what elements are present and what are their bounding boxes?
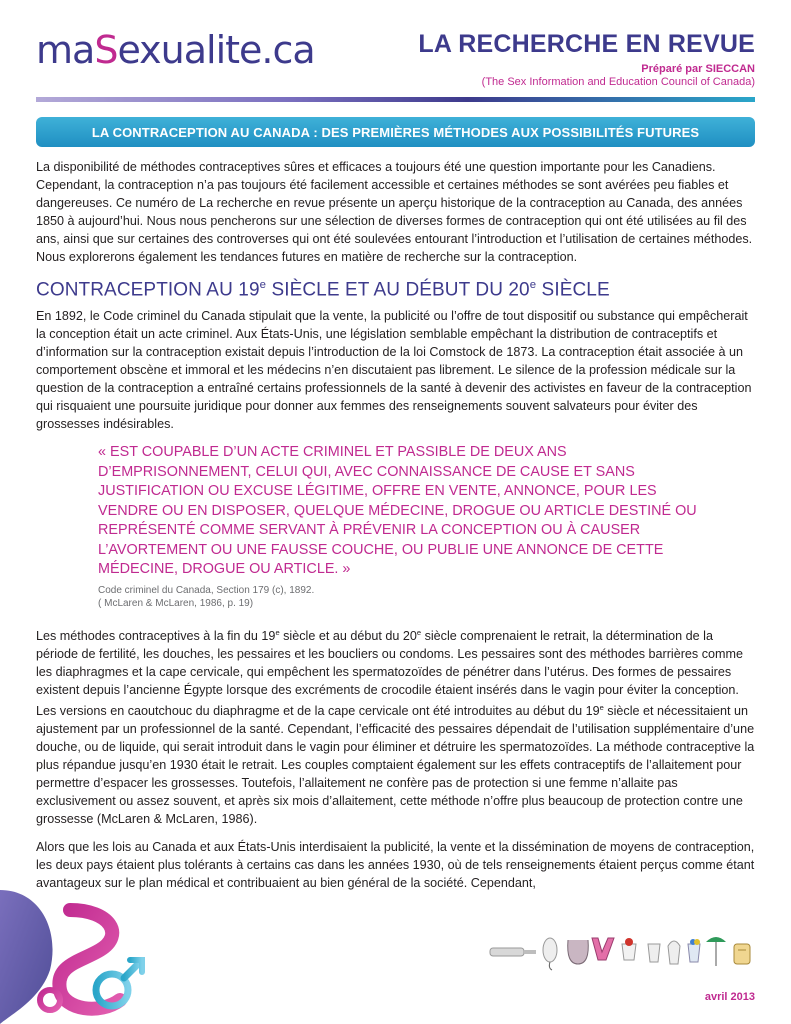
section-heading-sup: e [259, 279, 267, 291]
para-text: siècle et au début du 20 [279, 629, 417, 644]
logo-wordmark [36, 28, 315, 72]
logo-text-pre: ma [36, 28, 95, 72]
section-paragraph-2 [36, 624, 755, 828]
contraceptive-devices-icon [488, 930, 756, 972]
publication-date: avril 2013 [704, 991, 755, 1003]
topic-banner: LA CONTRACEPTION AU CANADA : DES PREMIÈRES MÉTHODES AUX POSSIBILITÉS FUTURES [36, 117, 755, 147]
para-text: Les méthodes contraceptives à la fin du 19 [36, 629, 276, 644]
para-sup: e [275, 627, 280, 637]
logo-text-post: exualite.ca [117, 28, 315, 72]
section-paragraph-1: En 1892, le Code criminel du Canada stipulait que la vente, la publicité ou l’offre de tout dispositif ou substance qui empêcherait la conception était un acte criminel. Aux États-Unis, une législation semblable empêchant la distribution de contraceptifs et d’information sur la contraception existait depuis l’introduction de la loi Comstock de 1873. La contraception était associée à un comportement obscène et immoral et les médecins n’en discutaient pas librement. Le silence de la profession médicale sur la question de la contraception a entraîné certains professionnels de la santé à devenir des activistes en faveur de la contraception qui risquaient une poursuite juridique pour donner aux femmes des renseignements souvent salvateurs pour éviter des grossesses indésirables. [36, 309, 752, 432]
quote-citation [98, 584, 755, 610]
para-sup: e [416, 627, 422, 637]
section-heading-part: SIÈCLE [536, 279, 610, 301]
legal-quote: « EST COUPABLE D’UN ACTE CRIMINEL ET PASSIBLE DE DEUX ANS D’EMPRISONNEMENT, CELUI QUI, AVEC CONNAISSANCE DE CAUSE ET SANS JUSTIFICATION OU EXCUSE LÉGITIME, OFFRE EN VENTE, ANNONCE, POUR LES VENDRE OU EN DISPOSER, QUELQUE MÉDECINE, DROGUE OU ARTICLE DESTINÉ OU REPRÉSENTÉ COMME SERVANT À PRÉVENIR LA CONCEPTION OU À CAUSER L’AVORTEMENT OU UNE FAUSSE COUCHE, OU PUBLIE UNE ANNONCE DE CETTE MÉDECINE, DROGUE OU ARTICLE. » [98, 444, 697, 578]
gender-symbol-art-icon [0, 890, 150, 1024]
intro-paragraph: La disponibilité de méthodes contraceptives sûres et efficaces a toujours été une question importante pour les Canadiens. Cependant, la contraception n’a pas toujours été facilement accessible et certaines méthodes se sont avérées peu fiables et dangereuses. Ce numéro de La recherche en revue présente un aperçu historique de la contraception au Canada, des années 1850 à aujourd’hui. Nous nous pencherons sur une sélection de diverses formes de contraception qui ont été utilisées au fil des ans, ainsi que sur certaines des controverses qui ont été soulevées entourant l’introduction et l’utilisation de certaines méthodes. Nous explorerons également les tendances futures en matière de recherche sur la contraception. [36, 160, 753, 264]
section-heading [36, 276, 755, 299]
prepared-by: Préparé par SIECCAN [641, 63, 755, 75]
article-body [36, 158, 755, 902]
header-rule [36, 97, 755, 102]
section-heading-part: CONTRACEPTION AU 19 [36, 279, 260, 301]
site-logo[interactable] [36, 22, 336, 82]
section-heading-part: SIÈCLE ET AU DÉBUT DU 20 [266, 279, 530, 301]
para-text: siècle et nécessitaient un ajustement par un professionnel de la santé. Cependant, l’efficacité des pessaires dépendait de l’utilisation supplémentaire d’une douche, ou de liquide, qui serait introduit dans le vagin pour éliminer et détruire les spermatozoïdes. La méthode contraceptive la plus répandue jusqu’en 1930 était le retrait. Les couples comptaient également sur les effets contraceptifs de l’allaitement pour permettre d’espacer les grossesses. Toutefois, l’allaitement ne confère pas de protection si une femme n’allaite pas exclusivement ou assez souvent, et après six mois d’allaitement, cette méthode n’offre plus beaucoup de protection contre une grossesse (McLaren & McLaren, 1986). [36, 704, 755, 827]
logo-text-s: S [94, 28, 118, 72]
citation-line: Code criminel du Canada, Section 179 (c), 1892. [98, 584, 315, 596]
header-block [418, 30, 755, 88]
section-heading-sup: e [529, 279, 537, 291]
citation-line: ( McLaren & McLaren, 1986, p. 19) [98, 597, 254, 609]
para-text: siècle comprenaient le retrait, la détermination de la période de fertilité, les douches, les pessaires et les boucliers ou condoms. Les pessaires sont des méthodes barrières comme les diaphragmes et la cape cervicale, qui empêchent les spermatozoïdes de pénétrer dans l’utérus. Des formes de pessaires existent depuis l’ancienne Égypte lorsque des excréments de crocodile étaient insérés dans le vagin pour éviter la conception. Les versions en caoutchouc du diaphragme et de la cape cervicale ont été introduites au début du 19 [36, 629, 744, 719]
page-title: LA RECHERCHE EN REVUE [418, 30, 755, 58]
para-sup: e [599, 703, 604, 713]
organization-name: (The Sex Information and Education Council of Canada) [481, 76, 755, 88]
section-paragraph-3: Alors que les lois au Canada et aux États-Unis interdisaient la publicité, la vente et la dissémination de moyens de contraception, les deux pays étaient plus tolérants à certains cas dans les années 1930, où de tels renseignements étaient perçus comme étant avantageux sur le plan médical et contribuaient au bien général de la société. Cependant, [36, 840, 755, 891]
